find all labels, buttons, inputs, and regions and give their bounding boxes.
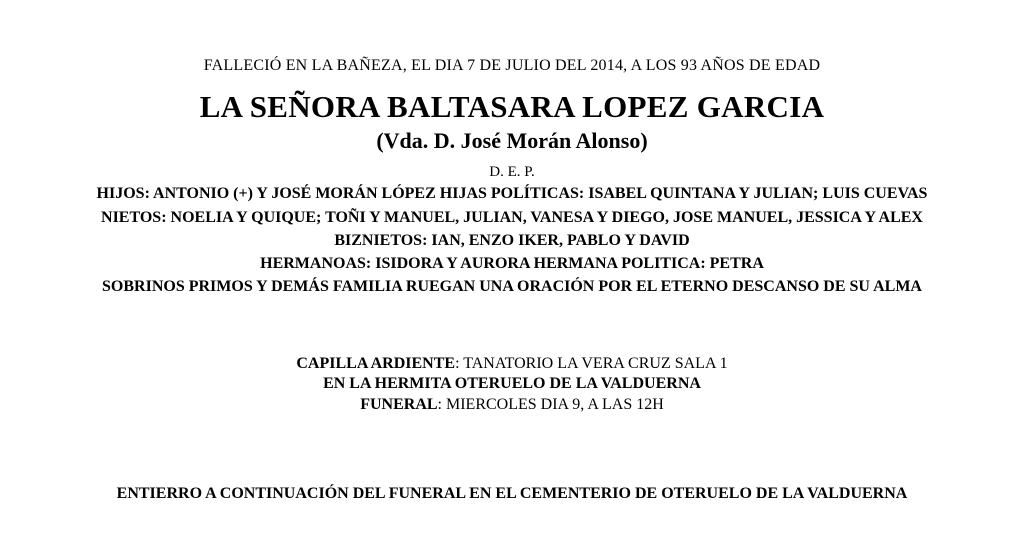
wake-line (0, 356, 1024, 372)
grandchildren-line: NIETOS: NOELIA Y QUIQUE; TOÑI Y MANUEL, JULIAN, VANESA Y DIEGO, JOSE MANUEL, JESSICA Y ALEX (101, 209, 923, 226)
children-line: HIJOS: ANTONIO (+) Y JOSÉ MORÁN LÓPEZ HIJAS POLÍTICAS: ISABEL QUINTANA Y JULIAN; LUIS CUEVAS (96, 185, 928, 202)
wake-label: CAPILLA ARDIENTE (296, 355, 456, 372)
deceased-name: LA SEÑORA BALTASARA LOPEZ GARCIA (199, 89, 825, 124)
funeral-value: : MIERCOLES DIA 9, A LAS 12H (437, 396, 664, 413)
family-prayer-line: SOBRINOS PRIMOS Y DEMÁS FAMILIA RUEGAN UNA ORACIÓN POR EL ETERNO DESCANSO DE SU ALMA (102, 278, 922, 295)
wake-value: : TANATORIO LA VERA CRUZ SALA 1 (455, 355, 728, 372)
funeral-label: FUNERAL (360, 396, 438, 413)
death-announcement: FALLECIÓ EN LA BAÑEZA, EL DIA 7 DE JULIO DEL 2014, A LOS 93 AÑOS DE EDAD (203, 57, 821, 74)
widow-of-line: (Vda. D. José Morán Alonso) (376, 128, 648, 153)
rest-in-peace: D. E. P. (489, 164, 535, 180)
siblings-line: HERMANOAS: ISIDORA Y AURORA HERMANA POLITICA: PETRA (260, 255, 764, 272)
funeral-line (0, 397, 1024, 413)
location-line: EN LA HERMITA OTERUELO DE LA VALDUERNA (323, 375, 701, 392)
great-grandchildren-line: BIZNIETOS: IAN, ENZO IKER, PABLO Y DAVID (334, 232, 690, 249)
burial-line: ENTIERRO A CONTINUACIÓN DEL FUNERAL EN EL CEMENTERIO DE OTERUELO DE LA VALDUERNA (116, 485, 908, 502)
